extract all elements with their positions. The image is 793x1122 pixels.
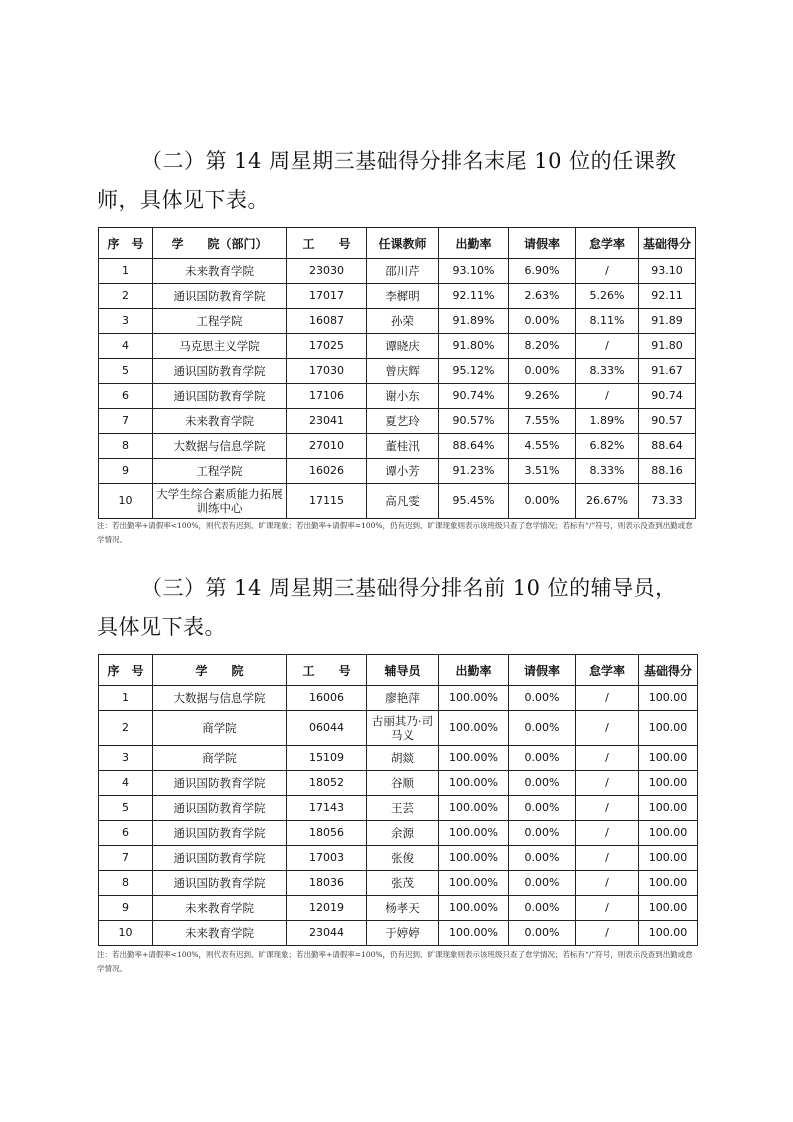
cell-staff-id: 23041: [287, 409, 367, 434]
cell-base-score: 100.00: [639, 771, 698, 796]
cell-base-score: 88.64: [639, 434, 696, 459]
cell-rank: 5: [99, 796, 153, 821]
cell-base-score: 73.33: [639, 484, 696, 519]
cell-absence-rate: /: [576, 846, 639, 871]
cell-leave-rate: 0.00%: [509, 746, 576, 771]
cell-absence-rate: /: [576, 771, 639, 796]
cell-rank: 7: [99, 409, 153, 434]
cell-name: 张茂: [367, 871, 439, 896]
cell-rank: 4: [99, 771, 153, 796]
cell-attendance-rate: 100.00%: [439, 871, 509, 896]
cell-absence-rate: /: [576, 711, 639, 746]
cell-department: 通识国防教育学院: [153, 796, 287, 821]
cell-attendance-rate: 91.23%: [439, 459, 509, 484]
cell-name: 夏艺玲: [367, 409, 439, 434]
table-header-row: [99, 228, 696, 259]
cell-attendance-rate: 100.00%: [439, 746, 509, 771]
cell-absence-rate: /: [576, 686, 639, 711]
column-header-staff-id: 工 号: [287, 228, 367, 259]
column-header-rank: 序 号: [99, 228, 153, 259]
cell-name: 胡燚: [367, 746, 439, 771]
cell-absence-rate: 8.11%: [576, 309, 639, 334]
column-header-staff-id: 工 号: [287, 655, 367, 686]
cell-department: 通识国防教育学院: [153, 359, 287, 384]
column-header-name: 任课教师: [367, 228, 439, 259]
cell-attendance-rate: 100.00%: [439, 846, 509, 871]
counselor-ranking-table: [98, 654, 698, 946]
cell-base-score: 91.89: [639, 309, 696, 334]
column-header-absence-rate: 怠学率: [576, 228, 639, 259]
cell-name: 谭晓庆: [367, 334, 439, 359]
teacher-ranking-table: [98, 227, 696, 519]
cell-base-score: 92.11: [639, 284, 696, 309]
cell-absence-rate: /: [576, 384, 639, 409]
cell-staff-id: 17003: [287, 846, 367, 871]
cell-name: 董桂汛: [367, 434, 439, 459]
cell-rank: 6: [99, 384, 153, 409]
column-header-leave-rate: 请假率: [509, 228, 576, 259]
cell-absence-rate: /: [576, 334, 639, 359]
cell-leave-rate: 0.00%: [509, 871, 576, 896]
cell-name: 谭小芳: [367, 459, 439, 484]
cell-absence-rate: /: [576, 821, 639, 846]
cell-attendance-rate: 90.57%: [439, 409, 509, 434]
cell-department: 工程学院: [153, 459, 287, 484]
cell-attendance-rate: 100.00%: [439, 821, 509, 846]
cell-absence-rate: /: [576, 896, 639, 921]
cell-leave-rate: 0.00%: [509, 359, 576, 384]
cell-base-score: 88.16: [639, 459, 696, 484]
cell-rank: 4: [99, 334, 153, 359]
cell-attendance-rate: 100.00%: [439, 771, 509, 796]
section2-note: 注：若出勤率+请假率<100%，则代表有迟到、旷课现象；若出勤率+请假率=100%，仍有迟到、旷课现象则表示该班级只查了怠学情况；若标有“/”符号，则表示没查到出勤或怠学情况。: [97, 521, 693, 544]
cell-rank: 5: [99, 359, 153, 384]
cell-base-score: 93.10: [639, 259, 696, 284]
cell-base-score: 100.00: [639, 896, 698, 921]
cell-name: 于婷婷: [367, 921, 439, 946]
column-header-attendance-rate: 出勤率: [439, 655, 509, 686]
cell-leave-rate: 0.00%: [509, 846, 576, 871]
cell-department: 大数据与信息学院: [153, 686, 287, 711]
table-row: [99, 871, 698, 896]
cell-attendance-rate: 90.74%: [439, 384, 509, 409]
cell-leave-rate: 0.00%: [509, 771, 576, 796]
cell-name: 曾庆辉: [367, 359, 439, 384]
table-row: [99, 921, 698, 946]
cell-rank: 7: [99, 846, 153, 871]
cell-attendance-rate: 100.00%: [439, 686, 509, 711]
cell-department: 通识国防教育学院: [153, 384, 287, 409]
cell-department: 通识国防教育学院: [153, 871, 287, 896]
cell-name: 邵川芹: [367, 259, 439, 284]
cell-base-score: 91.80: [639, 334, 696, 359]
cell-rank: 3: [99, 746, 153, 771]
cell-absence-rate: 8.33%: [576, 359, 639, 384]
cell-attendance-rate: 100.00%: [439, 921, 509, 946]
column-header-leave-rate: 请假率: [509, 655, 576, 686]
table-row: [99, 459, 696, 484]
table-row: [99, 284, 696, 309]
cell-staff-id: 17017: [287, 284, 367, 309]
cell-name: 孙荣: [367, 309, 439, 334]
cell-staff-id: 17025: [287, 334, 367, 359]
cell-leave-rate: 7.55%: [509, 409, 576, 434]
cell-base-score: 100.00: [639, 846, 698, 871]
cell-name: 谷顺: [367, 771, 439, 796]
column-header-department: 学 院: [153, 655, 287, 686]
cell-absence-rate: 26.67%: [576, 484, 639, 519]
cell-rank: 2: [99, 711, 153, 746]
cell-leave-rate: 6.90%: [509, 259, 576, 284]
cell-absence-rate: 6.82%: [576, 434, 639, 459]
cell-staff-id: 23030: [287, 259, 367, 284]
cell-absence-rate: /: [576, 746, 639, 771]
cell-leave-rate: 8.20%: [509, 334, 576, 359]
cell-rank: 1: [99, 686, 153, 711]
table-row: [99, 686, 698, 711]
cell-staff-id: 23044: [287, 921, 367, 946]
cell-staff-id: 17030: [287, 359, 367, 384]
cell-leave-rate: 2.63%: [509, 284, 576, 309]
column-header-department: 学 院（部门）: [153, 228, 287, 259]
cell-attendance-rate: 100.00%: [439, 711, 509, 746]
cell-attendance-rate: 91.80%: [439, 334, 509, 359]
section3-heading: （三）第 14 周星期三基础得分排名前 10 位的辅导员，具体见下表。: [97, 576, 677, 639]
cell-rank: 9: [99, 896, 153, 921]
cell-name: 廖艳萍: [367, 686, 439, 711]
cell-staff-id: 15109: [287, 746, 367, 771]
cell-name: 高凡雯: [367, 484, 439, 519]
cell-rank: 10: [99, 484, 153, 519]
cell-rank: 8: [99, 434, 153, 459]
column-header-attendance-rate: 出勤率: [439, 228, 509, 259]
cell-leave-rate: 3.51%: [509, 459, 576, 484]
cell-rank: 6: [99, 821, 153, 846]
cell-staff-id: 12019: [287, 896, 367, 921]
cell-attendance-rate: 100.00%: [439, 796, 509, 821]
column-header-rank: 序 号: [99, 655, 153, 686]
cell-absence-rate: 5.26%: [576, 284, 639, 309]
cell-absence-rate: 8.33%: [576, 459, 639, 484]
cell-base-score: 100.00: [639, 746, 698, 771]
cell-absence-rate: /: [576, 921, 639, 946]
cell-leave-rate: 0.00%: [509, 711, 576, 746]
cell-department: 未来教育学院: [153, 896, 287, 921]
cell-attendance-rate: 95.45%: [439, 484, 509, 519]
cell-staff-id: 18056: [287, 821, 367, 846]
cell-staff-id: 18052: [287, 771, 367, 796]
cell-department: 未来教育学院: [153, 259, 287, 284]
table-row: [99, 409, 696, 434]
cell-staff-id: 16087: [287, 309, 367, 334]
cell-absence-rate: /: [576, 259, 639, 284]
cell-department: 大数据与信息学院: [153, 434, 287, 459]
cell-staff-id: 17143: [287, 796, 367, 821]
cell-base-score: 100.00: [639, 686, 698, 711]
cell-department: 马克思主义学院: [153, 334, 287, 359]
cell-base-score: 100.00: [639, 871, 698, 896]
cell-attendance-rate: 91.89%: [439, 309, 509, 334]
cell-rank: 3: [99, 309, 153, 334]
cell-leave-rate: 0.00%: [509, 821, 576, 846]
cell-staff-id: 16026: [287, 459, 367, 484]
cell-base-score: 90.57: [639, 409, 696, 434]
cell-rank: 1: [99, 259, 153, 284]
cell-staff-id: 17106: [287, 384, 367, 409]
cell-leave-rate: 9.26%: [509, 384, 576, 409]
cell-rank: 10: [99, 921, 153, 946]
cell-department: 通识国防教育学院: [153, 821, 287, 846]
cell-department: 通识国防教育学院: [153, 771, 287, 796]
table-row: [99, 484, 696, 519]
table-row: [99, 771, 698, 796]
cell-base-score: 100.00: [639, 821, 698, 846]
cell-name: 谢小东: [367, 384, 439, 409]
cell-attendance-rate: 92.11%: [439, 284, 509, 309]
cell-name: 杨孝天: [367, 896, 439, 921]
table-row: [99, 259, 696, 284]
cell-absence-rate: 1.89%: [576, 409, 639, 434]
cell-staff-id: 18036: [287, 871, 367, 896]
cell-department: 未来教育学院: [153, 409, 287, 434]
table-row: [99, 434, 696, 459]
cell-leave-rate: 0.00%: [509, 686, 576, 711]
table-row: [99, 821, 698, 846]
cell-base-score: 100.00: [639, 711, 698, 746]
table-row: [99, 846, 698, 871]
cell-department: 商学院: [153, 711, 287, 746]
table-row: [99, 711, 698, 746]
cell-name: 余源: [367, 821, 439, 846]
table-row: [99, 746, 698, 771]
cell-attendance-rate: 100.00%: [439, 896, 509, 921]
cell-attendance-rate: 95.12%: [439, 359, 509, 384]
cell-leave-rate: 0.00%: [509, 484, 576, 519]
cell-name: 张俊: [367, 846, 439, 871]
cell-rank: 9: [99, 459, 153, 484]
cell-leave-rate: 0.00%: [509, 921, 576, 946]
cell-rank: 8: [99, 871, 153, 896]
cell-department: 未来教育学院: [153, 921, 287, 946]
table-row: [99, 796, 698, 821]
cell-leave-rate: 0.00%: [509, 896, 576, 921]
cell-staff-id: 17115: [287, 484, 367, 519]
cell-department: 通识国防教育学院: [153, 846, 287, 871]
cell-base-score: 100.00: [639, 796, 698, 821]
table-row: [99, 896, 698, 921]
cell-leave-rate: 0.00%: [509, 309, 576, 334]
cell-attendance-rate: 88.64%: [439, 434, 509, 459]
column-header-base-score: 基础得分: [639, 228, 696, 259]
table-row: [99, 309, 696, 334]
cell-name: 王芸: [367, 796, 439, 821]
table-header-row: [99, 655, 698, 686]
cell-base-score: 100.00: [639, 921, 698, 946]
cell-absence-rate: /: [576, 871, 639, 896]
table-row: [99, 359, 696, 384]
cell-base-score: 91.67: [639, 359, 696, 384]
column-header-name: 辅导员: [367, 655, 439, 686]
cell-department: 通识国防教育学院: [153, 284, 287, 309]
table-row: [99, 384, 696, 409]
table-row: [99, 334, 696, 359]
column-header-base-score: 基础得分: [639, 655, 698, 686]
cell-name: 李樨明: [367, 284, 439, 309]
cell-leave-rate: 0.00%: [509, 796, 576, 821]
cell-staff-id: 27010: [287, 434, 367, 459]
section3-note: 注：若出勤率+请假率<100%，则代表有迟到、旷课现象；若出勤率+请假率=100%，仍有迟到、旷课现象则表示该班级只查了怠学情况；若标有“/”符号，则表示没查到出勤或怠学情况。: [97, 950, 693, 973]
cell-department: 商学院: [153, 746, 287, 771]
cell-base-score: 90.74: [639, 384, 696, 409]
cell-department: 工程学院: [153, 309, 287, 334]
cell-attendance-rate: 93.10%: [439, 259, 509, 284]
cell-department: 大学生综合素质能力拓展训练中心: [153, 484, 287, 519]
cell-leave-rate: 4.55%: [509, 434, 576, 459]
section2-heading: （二）第 14 周星期三基础得分排名末尾 10 位的任课教师，具体见下表。: [97, 149, 677, 212]
cell-staff-id: 16006: [287, 686, 367, 711]
cell-staff-id: 06044: [287, 711, 367, 746]
cell-absence-rate: /: [576, 796, 639, 821]
cell-name: 古丽其乃·司马义: [367, 711, 439, 746]
column-header-absence-rate: 怠学率: [576, 655, 639, 686]
cell-rank: 2: [99, 284, 153, 309]
